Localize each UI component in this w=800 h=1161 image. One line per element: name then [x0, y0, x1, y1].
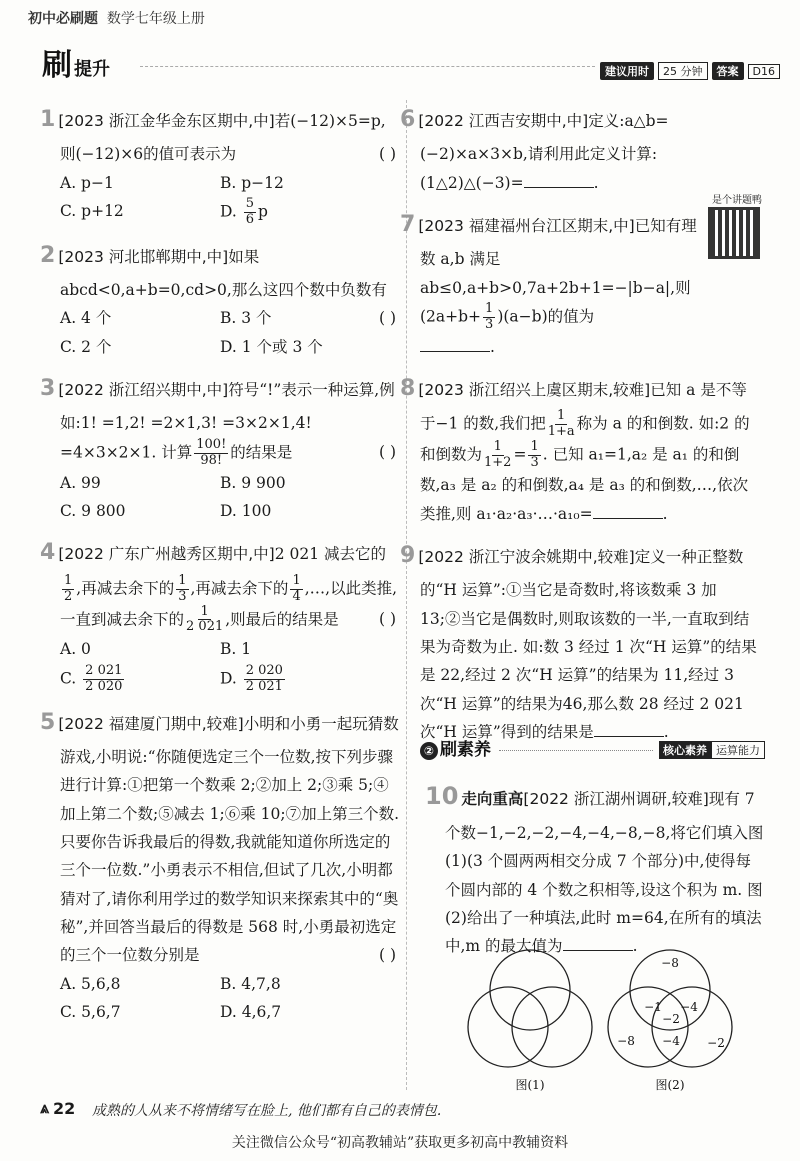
fig1-caption: 图(1): [515, 1078, 545, 1092]
question-text: ,再减去余下的: [76, 579, 175, 598]
question-source: [2022 浙江绍兴期中,中]: [58, 381, 229, 400]
options: [60, 635, 400, 694]
question-text: 已知 a 是不等于−1 的数,我们把: [420, 381, 747, 433]
answer-page: D16: [748, 64, 780, 79]
fig2-center-value: −2: [662, 1012, 680, 1026]
answer-blank[interactable]: [593, 502, 663, 519]
section-title: [420, 740, 493, 760]
fig2-top-value: −8: [661, 956, 679, 970]
option-a: A. 4 个: [60, 309, 112, 328]
fraction: [290, 574, 302, 605]
time-value: 25 分钟: [658, 62, 708, 80]
question-number: 6: [400, 107, 416, 132]
question-number: 4: [40, 540, 56, 566]
section-header: [420, 740, 765, 760]
question-text-after: 的结果是: [230, 443, 293, 462]
option-b: B. 1: [220, 640, 252, 659]
question-text: 定义:a△b=(−2)×a×3×b,请利用此定义计算:(1△2)△(−3)=: [420, 112, 669, 192]
question-source: [2023 浙江绍兴上虞区期末,较难]: [418, 381, 651, 400]
numerator: 1: [64, 572, 73, 588]
options: [60, 469, 400, 526]
dotted-leader: [499, 750, 653, 751]
question-text: 称为 a 的和倒数. 如:2 的和倒数为: [420, 414, 750, 464]
option-c: C. 2 个: [60, 337, 112, 356]
question-3: [40, 369, 400, 525]
option-a: A. 99: [60, 473, 101, 492]
numerator: 1: [292, 572, 301, 588]
page-number-text: 22: [53, 1098, 76, 1118]
question-text: 符号“!”表示一种运算,例如:1! =1,2! =2×1,3! =3×2×1,4! =4×3×2×1. 计算: [60, 381, 395, 462]
option-d-var: p: [258, 202, 268, 221]
numerator: 100!: [196, 436, 227, 452]
answer-paren: ( ): [378, 609, 396, 628]
fraction: [244, 664, 285, 695]
denominator: 98!: [200, 452, 223, 468]
option-c: C. $\frac{2 021}{2 020}$: [60, 662, 123, 694]
fraction: [484, 440, 511, 471]
numerator: 1: [493, 439, 502, 455]
denominator: 1+a: [547, 424, 575, 440]
option-c: C. 9 800: [60, 502, 126, 521]
header-rule: [140, 66, 595, 67]
options: [60, 304, 379, 361]
question-number: 7: [400, 211, 416, 237]
fraction: [186, 605, 223, 636]
fig2-right-mid-value: −4: [680, 1000, 698, 1014]
skill-tag-b: 运算能力: [711, 741, 765, 759]
numerator: 1: [200, 603, 209, 619]
fig2-left-mid-value: −1: [644, 1000, 662, 1014]
book-name: 数学七年级上册: [106, 11, 205, 27]
options: [60, 169, 400, 228]
fig2-left-outer-value: −8: [617, 1034, 635, 1048]
question-source: [2022 浙江宁波余姚期中,较难]: [418, 547, 635, 566]
running-header: [28, 8, 205, 28]
numerator: 1: [178, 572, 187, 588]
denominator: 6: [245, 211, 255, 227]
question-6: 6 [2022 江西吉安期中,中]定义:a△b=(−2)×a×3×b,请利用此定义计算:(1△2)△(−3)= .: [400, 107, 669, 192]
denominator: 4: [292, 588, 301, 604]
question-number: 8: [400, 376, 416, 402]
fig1-circle-left: [468, 987, 548, 1067]
fraction: [194, 438, 228, 469]
question-source: [2022 福建厦门期中,较难]: [58, 714, 244, 733]
question-source: [2022 浙江湖州调研,较难]: [523, 790, 709, 808]
denominator: 2 021: [186, 619, 224, 635]
option-c: C. p+12: [60, 201, 124, 220]
question-source: [2022 江西吉安期中,中]: [418, 112, 589, 130]
numerator: 5: [245, 195, 255, 211]
question-text: 定义一种正整数的“H 运算”:①当它是奇数时,将该数乘 3 加 13;②当它是偶数时,则取该数的一半,一直取到结果为奇数为止. 如:数 3 经过 1 次“H 运算”的结果是 22,经过 2 次“H 运算”的结果为 11,经过 3 次“H 运算”的结果为46,那么数 28 经过 2 021 次“H 运算”得到的结果是: [420, 547, 757, 741]
brand-char: 刷: [42, 48, 72, 83]
question-source: [2023 福建福州台江区期末,中]: [418, 216, 635, 235]
answer-blank[interactable]: [420, 335, 490, 352]
question-text: ,则最后的结果是: [225, 609, 339, 628]
time-label: 建议用时: [600, 62, 654, 80]
qr-code[interactable]: [700, 195, 762, 259]
question-text: 若(−12)×5=p,则(−12)×6的值可表示为: [60, 112, 386, 164]
equals-sign: =: [513, 445, 527, 464]
fraction: [483, 302, 495, 333]
denominator: 3: [530, 455, 539, 471]
question-8: 8 [2023 浙江绍兴上虞区期末,较难]已知 a 是不等于−1 的数,我们把 $\frac{1}{1+a}$ 称为 a 的和倒数. 如:2 的和倒数为 $\frac{1}{1+2}$ = $\frac{1}{3}$ . 已知 a₁=1,a₂ 是 a₁ 的和倒数,a₃ 是 a₂ 的和倒数,a₄ 是 a₃ 的和倒数,…,依次类推,则 a₁·a₂·a₃·…·a₁₀= .: [400, 376, 750, 523]
question-text: ,再减去余下的: [190, 579, 289, 598]
time-box: [600, 62, 780, 80]
option-a: A. 0: [60, 640, 91, 659]
skill-tag-a: 核心素养: [659, 741, 711, 759]
qr-label: 是个讲题鸭: [712, 195, 762, 206]
denominator: 3: [178, 588, 187, 604]
question-text: 已知有理数 a,b 满足 ab≤0,a+b>0,7a+2b+1=−|b−a|,则(2a+b+: [420, 216, 697, 326]
numerator: 1: [530, 439, 539, 455]
question-number: 9: [400, 542, 416, 568]
footer-note: 关注微信公众号“初高教辅站”获取更多初高中教辅资料: [231, 1135, 569, 1151]
numerator: 1: [557, 408, 566, 424]
numerator: 1: [485, 300, 494, 316]
denominator: 3: [485, 316, 494, 332]
question-10: 10 走向重高[2022 浙江湖州调研,较难]现有 7 个数−1,−2,−2,−4,−4,−8,−8,将它们填入图(1)(3 个圆两两相交分成 7 个部分)中,使得每个圆内部的 4 个数之积相等,设这个积为 m. 图(2)给出了一种填法,此时 m=64,在所有的填法中,m 的最大值为 .: [425, 782, 764, 956]
question-text: 2 021 减去它的: [274, 545, 387, 564]
numerator: 2 021: [85, 662, 123, 678]
question-text: ,…,以此类推,一直到减去余下的: [60, 579, 398, 628]
fraction: [83, 664, 124, 695]
fig1-circle-right: [512, 987, 592, 1067]
qr-code-icon: [708, 207, 760, 259]
left-column: [40, 100, 400, 1034]
question-source: [2022 广东广州越秀区期中,中]: [58, 545, 275, 564]
section-name: 提升: [74, 59, 110, 80]
fig1-circle-top: [490, 950, 570, 1030]
option-d: D. 100: [220, 502, 272, 521]
options: [60, 970, 400, 1027]
denominator: 2 020: [85, 678, 123, 694]
section-badge: ②: [420, 742, 438, 760]
denominator: 2: [64, 588, 73, 604]
question-number: 1: [40, 107, 56, 132]
series-name: 初中必刷题: [28, 11, 98, 27]
venn-figures: [460, 945, 780, 1095]
footer-quote: 成熟的人从来不将情绪写在脸上, 他们都有自己的表情包.: [92, 1103, 442, 1119]
question-text: 现有 7 个数−1,−2,−2,−4,−4,−8,−8,将它们填入图(1)(3 个圆两两相交分成 7 个部分)中,使得每个圆内部的 4 个数之积相等,设这个积为 m. 图(2)给出了一种填法,此时 m=64,在所有的填法中,m 的最大值为: [445, 790, 764, 956]
option-d: [220, 197, 380, 228]
answer-label: 答案: [712, 62, 744, 80]
question-4: [40, 533, 400, 694]
option-c: C. 5,6,7: [60, 1003, 121, 1022]
fig2-circle-left: [608, 987, 688, 1067]
answer-paren: ( ): [378, 309, 396, 328]
option-a: A. p−1: [60, 173, 114, 192]
page-number: [40, 1098, 75, 1118]
question-number: 5: [40, 709, 56, 735]
fig2-circle-right: [652, 987, 732, 1067]
answer-blank[interactable]: [594, 720, 664, 737]
question-1: [40, 100, 400, 228]
skill-tag: [659, 741, 765, 759]
answer-blank[interactable]: [524, 171, 594, 188]
fig2-caption: 图(2): [655, 1078, 685, 1092]
question-number: 2: [40, 242, 56, 268]
question-number: 10: [425, 782, 459, 810]
fraction: [176, 574, 188, 605]
question-text: )(a−b)的值为: [497, 307, 595, 326]
column-divider: [406, 100, 407, 1090]
answer-paren: ( ): [378, 145, 396, 164]
section-title-text: 刷素养: [440, 740, 491, 760]
answer-paren: ( ): [378, 442, 396, 461]
question-5: [40, 703, 400, 1027]
fig2-right-outer-value: −2: [707, 1036, 725, 1050]
compass-icon: ⩓: [40, 1098, 50, 1117]
question-text: 小明和小勇一起玩猜数游戏,小明说:“你随便选定三个一位数,按下列步骤进行计算:①把第一个数乘 2;②加上 2;③乘 5;④加上第二个数;⑤减去 1;⑥乘 10;⑦加上第三个数. 只要你告诉我最后的得数,我就能知道你所选定的三个一位数.”小勇表示不相信,但试了几次,小明都猜对了,请你利用学过的数学知识来探索其中的“奥秘”,并回答当最后的得数是 568 时,小勇最初选定的三个一位数分别是: [60, 714, 400, 965]
denominator: 2 021: [245, 678, 283, 694]
question-9: 9 [2022 浙江宁波余姚期中,较难]定义一种正整数的“H 运算”:①当它是奇数时,将该数乘 3 加 13;②当它是偶数时,则取该数的一半,一直取到结果为奇数为止. 如:数 3 经过 1 次“H 运算”的结果是 22,经过 2 次“H 运算”的结果为 11,经过 3 次“H 运算”的结果为46,那么数 28 经过 2 021 次“H 运算”得到的结果是 .: [400, 542, 757, 741]
question-source: [2023 浙江金华金东区期中,中]: [58, 112, 275, 130]
question-number: 3: [40, 376, 56, 402]
option-b: B. 9 900: [220, 473, 286, 492]
option-d-label: D.: [220, 202, 242, 221]
section-brand: [42, 40, 110, 84]
fraction: [244, 197, 256, 228]
question-emphasis: 走向重高: [461, 790, 524, 808]
denominator: 1+2: [484, 455, 512, 471]
question-source: [2023 河北邯郸期中,中]: [58, 247, 229, 266]
answer-paren: ( ): [378, 946, 396, 965]
question-text: 如果 abcd<0,a+b=0,cd>0,那么这四个数中负数有: [60, 247, 387, 300]
fraction: [62, 574, 74, 605]
numerator: 2 020: [245, 662, 283, 678]
option-b: B. p−12: [220, 173, 284, 192]
option-d: D. 1 个或 3 个: [220, 337, 323, 356]
question-text: . 已知 a₁=1,a₂ 是 a₁ 的和倒数,a₃ 是 a₂ 的和倒数,a₄ 是 a₃ 的和倒数,…,依次类推,则 a₁·a₂·a₃·…·a₁₀=: [420, 445, 749, 523]
fig2-bottom-value: −4: [662, 1034, 680, 1048]
option-b: B. 4,7,8: [220, 974, 281, 993]
question-2: [40, 236, 400, 361]
fraction: [548, 409, 575, 440]
option-b: B. 3 个: [220, 309, 272, 328]
question-7: 7 [2023 福建福州台江区期末,中]已知有理数 a,b 满足 ab≤0,a+b>0,7a+2b+1=−|b−a|,则(2a+b+ $\frac{1}{3}$ )(a−b)的值为 .: [400, 211, 697, 356]
option-d: D. 4,6,7: [220, 1003, 282, 1022]
option-d: D. $\frac{2 020}{2 021}$: [220, 662, 283, 694]
option-a: A. 5,6,8: [60, 974, 121, 993]
fraction: [528, 440, 540, 471]
